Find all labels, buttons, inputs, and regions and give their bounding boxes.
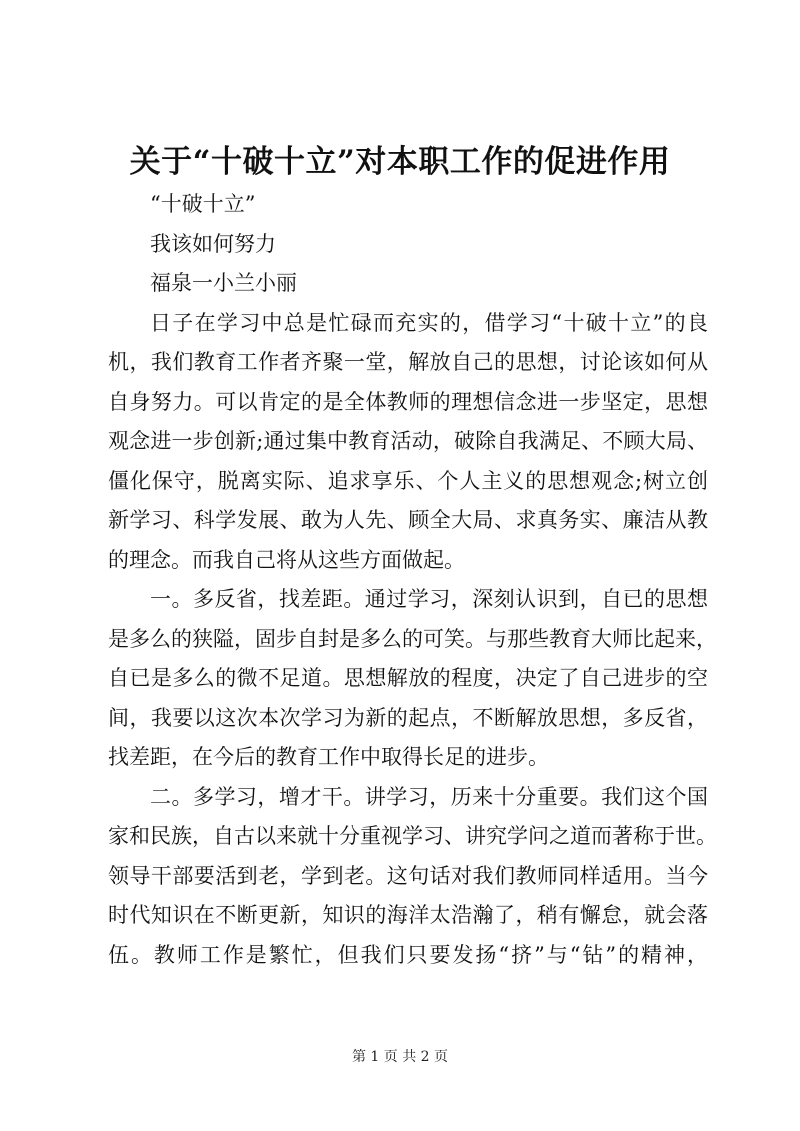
paragraph-line: 日子在学习中总是忙碌而充实的，借学习“十破十立”的良	[150, 310, 708, 335]
paragraph-line: 新学习、科学发展、敢为人先、顾全大局、求真务实、廉洁从教	[108, 508, 708, 532]
paragraph-line: 僵化保守，脱离实际、追求享乐、个人主义的思想观念;树立创	[108, 468, 708, 493]
subtitle-line: 我该如何努力	[150, 231, 276, 256]
paragraph-line: 一。多反省，找差距。通过学习，深刻认识到，自已的思想	[150, 587, 708, 611]
paragraph-line: 是多么的狭隘，固步自封是多么的可笑。与那些教育大师比起来，	[108, 626, 717, 651]
paragraph-line: 时代知识在不断更新，知识的海洋太浩瀚了，稍有懈怠，就会落	[108, 903, 708, 927]
paragraph-line: 找差距，在今后的教育工作中取得长足的进步。	[108, 745, 549, 769]
paragraph-line: 自已是多么的微不足道。思想解放的程度，决定了自己进步的空	[108, 666, 708, 690]
paragraph-line: 领导干部要活到老，学到老。这句话对我们教师同样适用。当今	[108, 863, 708, 888]
paragraph-line: 自身努力。可以肯定的是全体教师的理想信念进一步坚定，思想	[108, 389, 708, 414]
paragraph-line: 观念进一步创新;通过集中教育活动，破除自我满足、不顾大局、	[108, 429, 708, 453]
paragraph-line: 间，我要以这次本次学习为新的起点，不断解放思想，多反省，	[108, 705, 708, 730]
paragraph-line: 二。多学习，增才干。讲学习，历来十分重要。我们这个国	[150, 784, 708, 809]
subtitle-line: “十破十立”	[150, 192, 256, 216]
paragraph-line: 家和民族，自古以来就十分重视学习、讲究学问之道而著称于世。	[108, 824, 717, 848]
paragraph-line: 的理念。而我自己将从这些方面做起。	[108, 547, 465, 572]
author-line: 福泉一小兰小丽	[150, 271, 297, 295]
paragraph-line: 机，我们教育工作者齐聚一堂，解放自己的思想，讨论该如何从	[108, 350, 708, 374]
page-number-footer: 第 1 页 共 2 页	[351, 1049, 449, 1065]
document-title: 关于“十破十立”对本职工作的促进作用	[129, 144, 671, 180]
paragraph-line: 伍。教师工作是繁忙，但我们只要发扬“挤”与“钻”的精神，	[108, 942, 708, 967]
document-body	[108, 185, 717, 975]
